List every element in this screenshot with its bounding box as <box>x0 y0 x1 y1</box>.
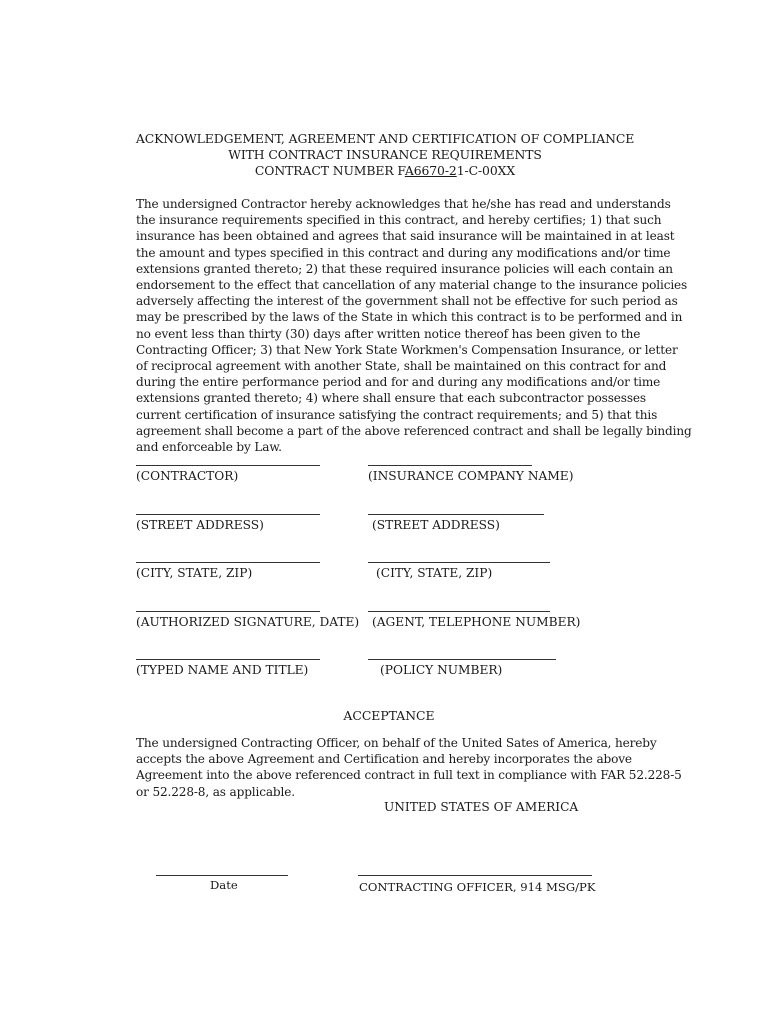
agent-telephone-label: (AGENT, TELEPHONE NUMBER) <box>372 615 581 629</box>
insurance-street-address-label: (STREET ADDRESS) <box>372 518 500 532</box>
insurance-street-address-line[interactable] <box>368 514 544 515</box>
contracting-officer-label: CONTRACTING OFFICER, 914 MSG/PK <box>359 880 596 894</box>
acceptance-heading: ACCEPTANCE <box>343 708 435 723</box>
agent-telephone-line[interactable] <box>368 611 550 612</box>
contractor-city-state-zip-label: (CITY, STATE, ZIP) <box>136 566 253 580</box>
typed-name-title-line[interactable] <box>136 659 320 660</box>
contract-number-underlined: A6670-2 <box>404 163 457 178</box>
contractor-street-address-line[interactable] <box>136 514 320 515</box>
date-signature-line[interactable] <box>156 875 288 876</box>
insurance-city-state-zip-label: (CITY, STATE, ZIP) <box>376 566 493 580</box>
contract-number-line <box>0 163 770 179</box>
date-label: Date <box>210 878 238 892</box>
contractor-label: (CONTRACTOR) <box>136 469 239 483</box>
contract-number-suffix: 1-C-00XX <box>456 163 516 178</box>
policy-number-label: (POLICY NUMBER) <box>380 663 503 677</box>
title-line-1: ACKNOWLEDGEMENT, AGREEMENT AND CERTIFICATION OF COMPLIANCE <box>135 131 635 146</box>
policy-number-line[interactable] <box>368 659 556 660</box>
authorized-signature-line[interactable] <box>136 611 320 612</box>
insurance-city-state-zip-line[interactable] <box>368 562 550 563</box>
contract-number-prefix: CONTRACT NUMBER F <box>254 163 405 178</box>
title-line-2: WITH CONTRACT INSURANCE REQUIREMENTS <box>228 147 542 162</box>
contractor-city-state-zip-line[interactable] <box>136 562 320 563</box>
certification-paragraph: The undersigned Contractor hereby acknowledges that he/she has read and understands the insurance requirements specified in this contract, and hereby certifies; 1) that such insurance has been obtained and agrees that said insurance will be maintained in at least the amount and types specified in this contract and during any modifications and/or time extensions granted thereto; 2) that these required insurance policies will each contain an endorsement to the effect that cancellation of any material change to the insurance policies adversely affecting the interest of the government shall not be effective for such period as may be prescribed by the laws of the State in which this contract is to be performed and in no event less than thirty (30) days after written notice thereof has been given to the Contracting Officer; 3) that New York State Workmen's Compensation Insurance, or letter of reciprocal agreement with another State, shall be maintained on this contract for and during the entire performance period and for and during any modifications and/or time extensions granted thereto; 4) where shall ensure that each subcontractor possesses current certification of insurance satisfying the contract requirements; and 5) that this agreement shall become a part of the above referenced contract and shall be legally binding and enforceable by Law. <box>136 197 692 455</box>
contractor-street-address-label: (STREET ADDRESS) <box>136 518 264 532</box>
united-states-of-america-label: UNITED STATES OF AMERICA <box>384 800 579 814</box>
contractor-signature-line[interactable] <box>136 465 320 466</box>
document-title <box>0 131 770 179</box>
acceptance-paragraph: The undersigned Contracting Officer, on behalf of the United Sates of America, hereby accepts the above Agreement and Certification and hereby incorporates the above Agreement into the above referenced contract in full text in compliance with FAR 52.228-5 or 52.228-8, as applicable. <box>136 736 682 799</box>
contracting-officer-signature-line[interactable] <box>358 875 592 876</box>
authorized-signature-label: (AUTHORIZED SIGNATURE, DATE) <box>136 615 360 629</box>
insurance-company-name-label: (INSURANCE COMPANY NAME) <box>368 469 574 483</box>
typed-name-title-label: (TYPED NAME AND TITLE) <box>136 663 309 677</box>
insurance-company-name-line[interactable] <box>368 465 532 466</box>
